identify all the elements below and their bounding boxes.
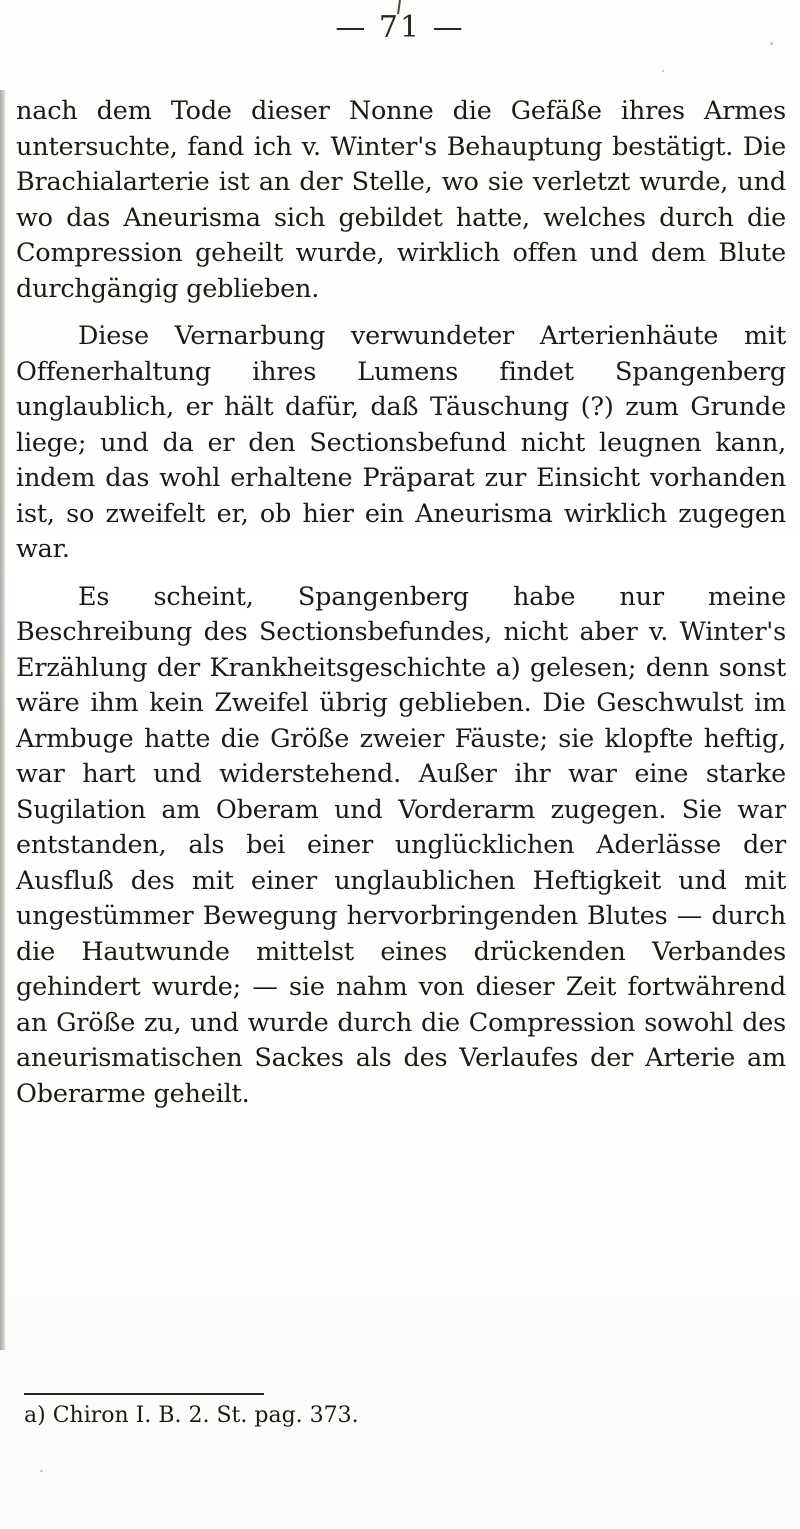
- paper-speck: [40, 1470, 43, 1472]
- body-text: [16, 94, 786, 1112]
- paper-speck: [662, 70, 664, 72]
- paragraph-3: Es scheint, Spangenberg habe nur meine Beschreibung des Sectionsbefundes, nicht aber v. Winter's Erzählung der Krankheitsgeschichte a) gelesen; denn sonst wäre ihm kein Zweifel übrig geblieben. Die Geschwulst im Armbuge hatte die Größe zweier Fäuste; sie klopfte heftig, war hart und widerstehend. Außer ihr war eine starke Sugilation am Oberam und Vorderarm zugegen. Sie war entstanden, als bei einer unglücklichen Aderlässe der Ausfluß des mit einer unglaublichen Heftigkeit und mit ungestümmer Bewegung hervorbringenden Blutes — durch die Hautwunde mittelst eines drückenden Verbandes gehindert wurde; — sie nahm von dieser Zeit fortwährend an Größe zu, und wurde durch die Compression sowohl des aneurismatischen Sackes als des Verlaufes der Arterie am Oberarme geheilt.: [16, 581, 786, 1109]
- paragraph-1: nach dem Tode dieser Nonne die Gefäße ihres Armes untersuchte, fand ich v. Winter's Behauptung bestätigt. Die Brachialarterie ist an der Stelle, wo sie verletzt wurde, und wo das Aneurisma sich gebildet hatte, welches durch die Compression geheilt wurde, wirklich offen und dem Blute durchgängig geblieben.: [16, 96, 786, 304]
- paper-speck: [770, 42, 773, 45]
- page-number: — 71 —: [335, 10, 465, 45]
- paragraph-2: Diese Vernarbung verwundeter Arterienhäute mit Offenerhaltung ihres Lumens findet Spangenberg unglaublich, er hält dafür, daß Täuschung (?) zum Grunde liege; und da er den Sectionsbefund nicht leugnen kann, indem das wohl erhaltene Präparat zur Einsicht vorhanden ist, so zweifelt er, ob hier ein Aneurisma wirklich zugegen war.: [16, 321, 786, 564]
- footnote-rule: [24, 1393, 264, 1395]
- page-binding-shadow: [0, 90, 6, 1350]
- footnote: a) Chiron I. B. 2. St. pag. 373.: [24, 1403, 359, 1428]
